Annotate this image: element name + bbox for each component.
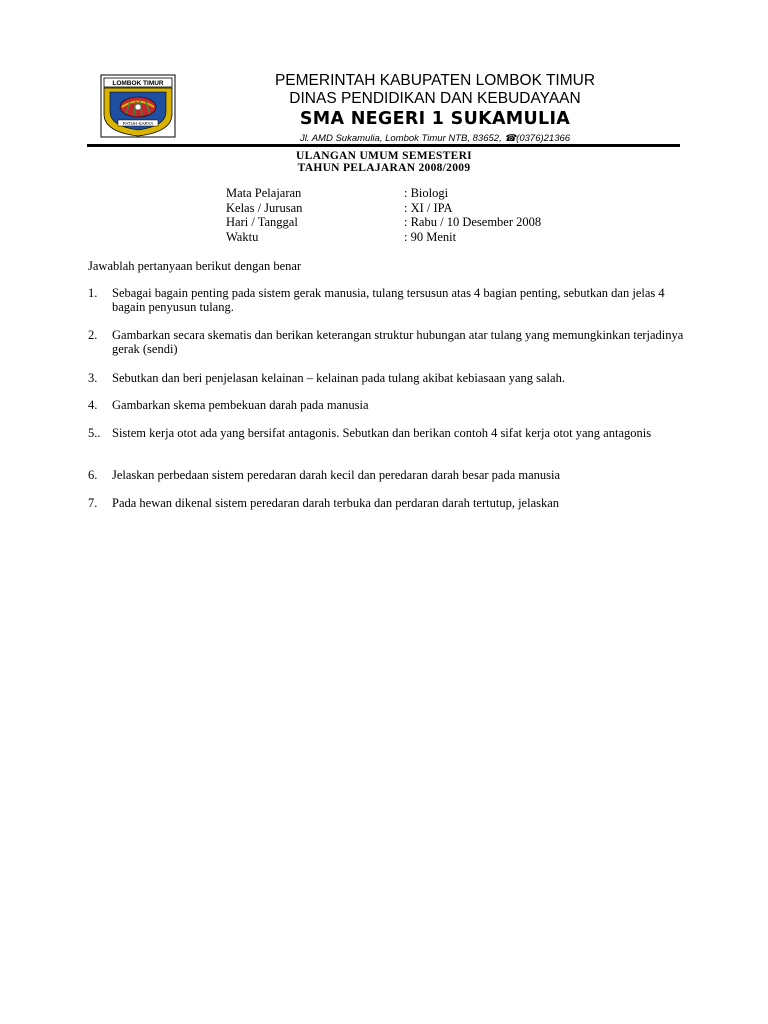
letterhead-divider xyxy=(87,144,680,147)
question-item xyxy=(88,328,688,356)
info-value: : Biologi xyxy=(404,186,449,200)
info-row xyxy=(226,186,541,201)
question-number: 1. xyxy=(88,286,98,300)
logo-bottom-text: PATUH KARYA xyxy=(122,121,154,126)
info-row xyxy=(226,230,541,245)
question-text: Sistem kerja otot ada yang bersifat antagonis. Sebutkan dan berikan contoh 4 sifat kerja otot yang antagonis xyxy=(112,426,652,440)
question-text: Pada hewan dikenal sistem peredaran darah terbuka dan perdaran darah tertutup, jelaskan xyxy=(112,496,560,510)
question-item xyxy=(88,371,688,385)
question-number: 2. xyxy=(88,328,98,342)
question-number: 7. xyxy=(88,496,98,510)
school-address: Jl. AMD Sukamulia, Lombok Timur NTB, 83652, ☎(0376)21366 xyxy=(299,133,571,144)
question-number: 3. xyxy=(88,371,98,385)
question-number: 4. xyxy=(88,398,98,412)
lombok-timur-logo xyxy=(100,74,176,138)
info-label: Hari / Tanggal xyxy=(226,215,298,229)
question-text: Gambarkan skema pembekuan darah pada manusia xyxy=(112,398,369,412)
question-number: 6. xyxy=(88,468,98,482)
department-line: DINAS PENDIDIKAN DAN KEBUDAYAAN xyxy=(289,90,581,107)
instruction: Jawablah pertanyaan berikut dengan benar xyxy=(88,259,302,273)
info-label: Waktu xyxy=(226,229,259,244)
question-text: Sebutkan dan beri penjelasan kelainan – kelainan pada tulang akibat kebiasaan yang salah. xyxy=(112,371,565,385)
question-text: Jelaskan perbedaan sistem peredaran darah kecil dan peredaran darah besar pada manusia xyxy=(112,468,561,482)
info-label: Mata Pelajaran xyxy=(226,186,302,200)
question-item xyxy=(88,426,688,440)
info-value: : 90 Menit xyxy=(404,229,457,244)
logo-top-text: LOMBOK TIMUR xyxy=(112,80,164,87)
question-number: 5.. xyxy=(88,426,101,440)
government-line: PEMERINTAH KABUPATEN LOMBOK TIMUR xyxy=(274,72,596,89)
regency-emblem-icon xyxy=(100,74,176,138)
info-label: Kelas / Jurusan xyxy=(226,200,303,215)
exam-info xyxy=(226,186,541,244)
info-row xyxy=(226,201,541,216)
letterhead xyxy=(190,72,680,146)
question-text: Gambarkan secara skematis dan berikan keterangan struktur hubungan atar tulang yang memungkinkan terjadinya gerak (sendi) xyxy=(112,328,684,356)
info-value: : XI / IPA xyxy=(404,200,453,215)
school-name: SMA NEGERI 1 SUKAMULIA xyxy=(299,109,571,129)
info-row xyxy=(226,215,541,230)
question-item xyxy=(88,496,688,510)
question-item xyxy=(88,468,688,482)
exam-title: ULANGAN UMUM SEMESTERI xyxy=(296,150,472,162)
question-item xyxy=(88,286,688,314)
question-item xyxy=(88,398,688,412)
info-value: : Rabu / 10 Desember 2008 xyxy=(404,215,542,229)
question-text: Sebagai bagain penting pada sistem gerak manusia, tulang tersusun atas 4 bagian penting, sebutkan dan jelas 4 bagain penyusun tulang. xyxy=(112,286,665,314)
academic-year: TAHUN PELAJARAN 2008/2009 xyxy=(297,162,471,174)
